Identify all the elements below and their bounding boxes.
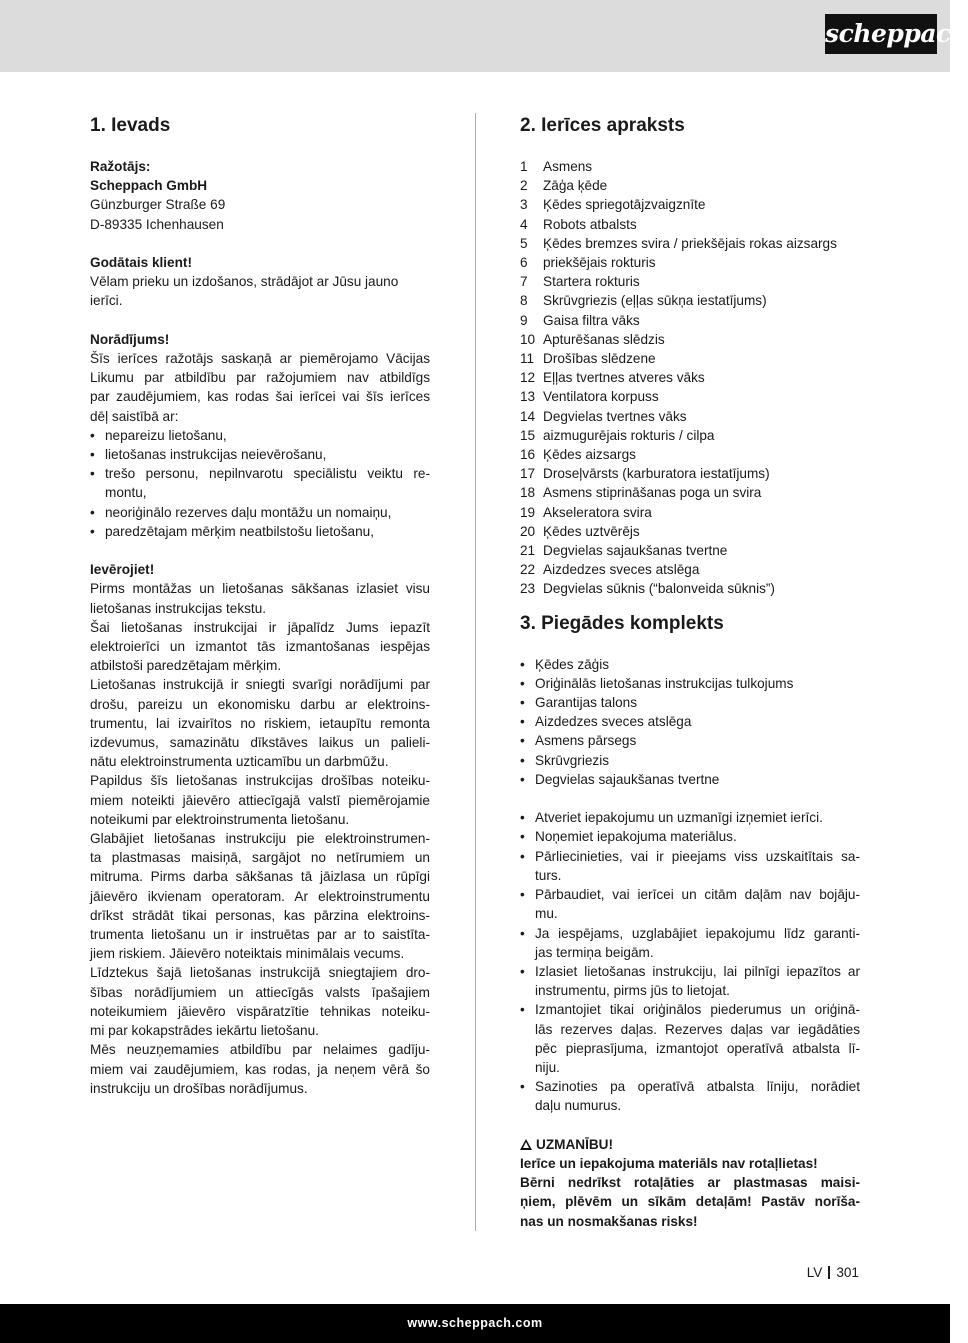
text-line: instrukciju un drošības norādījumus. — [90, 1080, 308, 1096]
parts-list-item — [520, 349, 860, 368]
parts-list-item — [520, 483, 860, 502]
address-street: Günzburger Straße 69 — [90, 197, 226, 213]
text-line: nātu elektroinstrumenta uzticamību un darbmūžu. — [90, 754, 389, 770]
delivery-list — [520, 655, 860, 789]
part-number: 5 — [520, 235, 528, 251]
bullet-icon: • — [520, 810, 525, 826]
parts-list-item — [520, 503, 860, 522]
manufacturer-label: Ražotājs: — [90, 159, 151, 174]
unpacking-list — [520, 808, 860, 1115]
address-city: D-89335 Ichenhausen — [90, 216, 224, 232]
part-label: priekšējais rokturis — [543, 255, 656, 271]
section-heading-delivery-scope: 3. Piegādes komplekts — [520, 612, 724, 634]
bullet-icon: • — [520, 925, 525, 941]
bullet-text: nepareizu lietošanu, — [105, 427, 227, 443]
delivery-item — [520, 655, 860, 674]
section-heading-device-description: 2. Ierīces apraksts — [520, 115, 685, 136]
part-label: Asmens stiprināšanas poga un svira — [543, 485, 762, 501]
text-line: Glabājiet lietošanas instrukciju pie elektroinstrumen- — [90, 831, 430, 847]
bullet-item — [520, 827, 860, 846]
left-column — [90, 113, 430, 1098]
parts-list-item — [520, 291, 860, 310]
bullet-text: Izmantojiet tikai oriģinālos piederumus un oriģinā- — [535, 1002, 860, 1018]
page-number-value: 301 — [836, 1265, 859, 1280]
delivery-item-label: Ķēdes zāģis — [535, 656, 610, 672]
delivery-item-label: Skrūvgriezis — [535, 752, 610, 768]
bullet-icon: • — [520, 656, 525, 672]
bullet-item — [520, 885, 860, 923]
notice-text — [90, 349, 430, 426]
bullet-icon: • — [520, 1079, 525, 1095]
notice-bullet-list — [90, 426, 430, 541]
part-number: 6 — [520, 255, 528, 271]
bullet-text: Sazinoties pa operatīvā atbalsta līniju, norādiet — [535, 1079, 860, 1095]
notice-title: Norādījums! — [90, 331, 170, 347]
delivery-item — [520, 731, 860, 750]
bullet-item — [90, 445, 430, 464]
part-label: Apturēšanas slēdzis — [543, 331, 665, 347]
part-label: Asmens — [543, 159, 593, 174]
part-number: 19 — [520, 504, 536, 520]
bullet-text: montu, — [105, 485, 147, 501]
delivery-item-label: Garantijas talons — [535, 695, 638, 711]
bullet-text: niju. — [535, 1059, 560, 1075]
text-line: Mēs neuzņemamies atbildību par nelaimes gadīju- — [90, 1042, 430, 1058]
part-number: 10 — [520, 331, 536, 347]
bullet-icon: • — [90, 427, 95, 443]
part-number: 12 — [520, 370, 536, 386]
bullet-text: Atveriet iepakojumu un uzmanīgi izņemiet ierīci. — [535, 810, 823, 826]
bullet-item — [90, 522, 430, 541]
part-number: 16 — [520, 447, 536, 463]
bullet-icon: • — [520, 1002, 525, 1018]
text-line: drošu, pareizu un ekonomisku darbu ar elektroins- — [90, 696, 430, 712]
part-label: Startera rokturis — [543, 274, 640, 290]
part-label: Ķēdes bremzes svira / priekšējais rokas aizsargs — [543, 235, 837, 251]
footer-band — [0, 1304, 950, 1343]
bullet-item — [520, 808, 860, 827]
parts-list — [520, 157, 860, 599]
text-line: trumenta lietošanu un ir instruētas par ar to saistīta- — [90, 927, 430, 943]
text-line: ta plastmasas maisiņā, sargājot no netīrumiem un — [90, 850, 430, 866]
text-line: elektroierīci un izmantot tās izmantošanas iespējas — [90, 639, 430, 655]
text-line: Ierīce un iepakojuma materiāls nav rotaļlietas! — [520, 1155, 818, 1171]
bullet-text: Noņemiet iepakojuma materiālus. — [535, 829, 737, 845]
part-label: Degvielas sajaukšanas tvertne — [543, 543, 728, 559]
part-number: 15 — [520, 427, 536, 443]
text-line: Vēlam prieku un izdošanos, strādājot ar Jūsu jauno — [90, 274, 399, 290]
page-number — [807, 1265, 859, 1280]
caution-title-text: UZMANĪBU! — [536, 1136, 614, 1152]
delivery-item — [520, 751, 860, 770]
text-line: miem noteikti jāievēro attiecīgajā valstī piemērojamie — [90, 792, 430, 808]
text-line: Bērni nedrīkst rotaļāties ar plastmasas maisi- — [520, 1175, 860, 1191]
bullet-text: lietošanas instrukcijas neievērošanu, — [105, 447, 327, 463]
parts-list-item — [520, 253, 860, 272]
bullet-text: Pārliecinieties, vai ir pieejams viss uzskaitītais sa- — [535, 848, 860, 864]
text-line: Līdztekus šajā lietošanas instrukcijā sniegtajiem dro- — [90, 965, 430, 981]
header-band — [0, 0, 950, 72]
parts-list-item — [520, 176, 860, 195]
delivery-item — [520, 693, 860, 712]
part-number: 17 — [520, 466, 536, 482]
bullet-icon: • — [520, 848, 525, 864]
parts-list-item — [520, 387, 860, 406]
part-label: Zāģa ķēde — [543, 178, 608, 194]
bullet-text: turs. — [535, 867, 562, 883]
bullet-icon: • — [520, 829, 525, 845]
right-column — [520, 113, 860, 1231]
delivery-item-label: Oriģinālās lietošanas instrukcijas tulkojums — [535, 675, 794, 691]
part-number: 14 — [520, 408, 536, 424]
text-line: noteikumiem jāievēro vispāratzītie tehnikas noteiku- — [90, 1003, 430, 1019]
parts-list-item — [520, 522, 860, 541]
part-label: Degvielas tvertnes vāks — [543, 408, 687, 424]
text-line: drīkst strādāt tikai personas, kas pārzina elektroins- — [90, 907, 430, 923]
bullet-text: jas termiņa beigām. — [535, 944, 654, 960]
text-line: jiem riskiem. Jāievēro noteiktais minimālais vecums. — [90, 946, 405, 962]
text-line: dēļ saistībā ar: — [90, 408, 179, 424]
bullet-item — [520, 924, 860, 962]
bullet-icon: • — [520, 733, 525, 749]
bullet-icon: • — [520, 714, 525, 730]
part-label: Ventilatora korpuss — [543, 389, 659, 405]
parts-list-item — [520, 330, 860, 349]
text-line: noteikumi par elektroinstrumenta lietošanu. — [90, 811, 350, 827]
text-line: trumentu, lai izvairītos no riskiem, ietaupītu remonta — [90, 715, 430, 731]
text-line: mi par kokapstrādes iekārtu lietošanu. — [90, 1023, 319, 1039]
attention-text — [90, 579, 430, 1097]
part-number: 3 — [520, 197, 528, 213]
part-number: 11 — [520, 351, 535, 367]
part-label: Akseleratora svira — [543, 504, 652, 520]
bullet-text: Pārbaudiet, vai ierīcei un citām daļām nav bojāju- — [535, 887, 860, 903]
warning-icon — [520, 1139, 532, 1150]
part-number: 23 — [520, 581, 536, 597]
text-line: izdevumus, samazinātu dīkstāves laikus un palieli- — [90, 735, 430, 751]
parts-list-item — [520, 560, 860, 579]
parts-list-item — [520, 445, 860, 464]
part-number: 8 — [520, 293, 528, 309]
page-language: LV — [806, 1265, 823, 1280]
delivery-item-label: Aizdedzes sveces atslēga — [535, 714, 692, 730]
text-line: Šai lietošanas instrukcijai ir jāpalīdz Jums iepazīt — [90, 619, 430, 635]
bullet-text: mu. — [535, 906, 558, 922]
parts-list-item — [520, 579, 860, 598]
bullet-item — [520, 962, 860, 1000]
attention-title: Ievērojiet! — [90, 562, 155, 578]
section-heading-introduction: 1. Ievads — [90, 115, 171, 136]
text-line: atbilstoši paredzētajam mērķim. — [90, 658, 282, 674]
text-line: nas un nosmakšanas risks! — [520, 1213, 698, 1229]
parts-list-item — [520, 464, 860, 483]
bullet-text: Ja iespējams, uzglabājiet iepakojumu līdz garanti- — [535, 925, 860, 941]
parts-list-item — [520, 407, 860, 426]
text-line: jāievēro ikvienam operatoram. Ar elektroinstrumentu — [90, 888, 430, 904]
caution-title — [520, 1135, 860, 1154]
delivery-item — [520, 770, 860, 789]
bullet-text: lās rezerves daļas. Rezerves daļas var iegādāties — [535, 1021, 860, 1037]
bullet-item — [90, 426, 430, 445]
bullet-icon: • — [90, 466, 95, 482]
part-label: Droseļvārsts (karburatora iestatījums) — [543, 466, 770, 482]
bullet-item — [520, 1000, 860, 1077]
bullet-item — [90, 464, 430, 502]
text-line: par zaudējumiem, kas rodas šai ierīcei vai šīs ierīces — [90, 389, 430, 405]
delivery-item — [520, 712, 860, 731]
text-line: Papildus šīs lietošanas instrukcijas drošības noteiku- — [90, 773, 430, 789]
bullet-item — [520, 847, 860, 885]
part-number: 7 — [520, 274, 528, 290]
greeting-text — [90, 272, 430, 310]
bullet-text: paredzētajam mērķim neatbilstošu lietošanu, — [105, 523, 374, 539]
part-label: Robots atbalsts — [543, 216, 637, 232]
part-label: Drošības slēdzene — [543, 351, 656, 367]
text-line: Lietošanas instrukcijā ir sniegti svarīgi norādījumi par — [90, 677, 430, 693]
text-line: miem vai zaudējumiem, kas rodas, ja neņem vērā šo — [90, 1061, 430, 1077]
part-number: 1 — [520, 159, 528, 174]
bullet-icon: • — [90, 447, 95, 463]
parts-list-item — [520, 311, 860, 330]
text-line: Šīs ierīces ražotājs saskaņā ar piemērojamo Vācijas — [90, 351, 430, 366]
part-label: Ķēdes spriegotājzvaigznīte — [543, 197, 706, 213]
caution-text — [520, 1154, 860, 1231]
text-line: šības norādījumiem un attiecīgās valsts īpašajiem — [90, 984, 430, 1000]
parts-list-item — [520, 195, 860, 214]
part-number: 20 — [520, 523, 536, 539]
part-label: Skrūvgriezis (eļļas sūkņa iestatījums) — [543, 293, 767, 309]
footer-url: www.scheppach.com — [407, 1316, 543, 1330]
bullet-text: daļu numurus. — [535, 1098, 622, 1114]
part-number: 22 — [520, 562, 536, 578]
part-label: Ķēdes uztvērējs — [543, 523, 640, 539]
bullet-text: neoriģinālo rezerves daļu montāžu un nomaiņu, — [105, 504, 392, 520]
bullet-text: trešo personu, nepilnvarotu speciālistu veiktu re- — [105, 466, 430, 482]
delivery-item-label: Asmens pārsegs — [535, 733, 637, 749]
bullet-text: instrumentu, pirms jūs to lietojat. — [535, 983, 730, 999]
part-number: 9 — [520, 312, 528, 328]
part-label: aizmugurējais rokturis / cilpa — [543, 427, 715, 443]
text-line: ņiem, plēvēm un sīkām detaļām! Pastāv norīša- — [520, 1194, 860, 1210]
bullet-icon: • — [90, 523, 95, 539]
bullet-text: Izlasiet lietošanas instrukciju, lai pilnīgi iepazītos ar — [535, 963, 860, 979]
parts-list-item — [520, 215, 860, 234]
bullet-icon: • — [520, 963, 525, 979]
parts-list-item — [520, 368, 860, 387]
bullet-item — [520, 1077, 860, 1115]
bullet-icon: • — [520, 771, 525, 787]
parts-list-item — [520, 426, 860, 445]
bullet-text: pēc pieprasījuma, izmantojot operatīvā atbalsta lī- — [535, 1040, 860, 1056]
bullet-icon: • — [520, 675, 525, 691]
delivery-item-label: Degvielas sajaukšanas tvertne — [535, 771, 720, 787]
bullet-icon: • — [520, 887, 525, 903]
manufacturer-name: Scheppach GmbH — [90, 178, 208, 194]
part-number: 13 — [520, 389, 536, 405]
text-line: mitruma. Pirms darba sākšanas tā jāizlasa un rūpīgi — [90, 869, 430, 885]
bullet-icon: • — [520, 695, 525, 711]
part-number: 21 — [520, 543, 536, 559]
bullet-item — [90, 503, 430, 522]
delivery-item — [520, 674, 860, 693]
bullet-icon: • — [520, 752, 525, 768]
text-line: ierīci. — [90, 293, 123, 309]
bullet-icon: • — [90, 504, 95, 520]
page-number-separator — [828, 1266, 830, 1279]
parts-list-item — [520, 157, 860, 176]
part-label: Ķēdes aizsargs — [543, 447, 636, 463]
part-number: 18 — [520, 485, 536, 501]
text-line: lietošanas instrukcijas tekstu. — [90, 600, 267, 616]
parts-list-item — [520, 234, 860, 253]
part-label: Eļļas tvertnes atveres vāks — [543, 370, 705, 386]
parts-list-item — [520, 541, 860, 560]
text-line: Likumu par atbildību par ražojumiem nav atbildīgs — [90, 370, 430, 386]
column-divider — [475, 113, 476, 1231]
brand-logo: scheppach — [825, 14, 937, 54]
part-label: Aizdedzes sveces atslēga — [543, 562, 700, 578]
parts-list-item — [520, 272, 860, 291]
text-line: Pirms montāžas un lietošanas sākšanas izlasiet visu — [90, 581, 430, 597]
part-number: 4 — [520, 216, 528, 232]
greeting-title: Godātais klient! — [90, 255, 192, 270]
part-label: Gaisa filtra vāks — [543, 312, 640, 328]
part-number: 2 — [520, 178, 528, 194]
part-label: Degvielas sūknis (“balonveida sūknis”) — [543, 581, 775, 597]
